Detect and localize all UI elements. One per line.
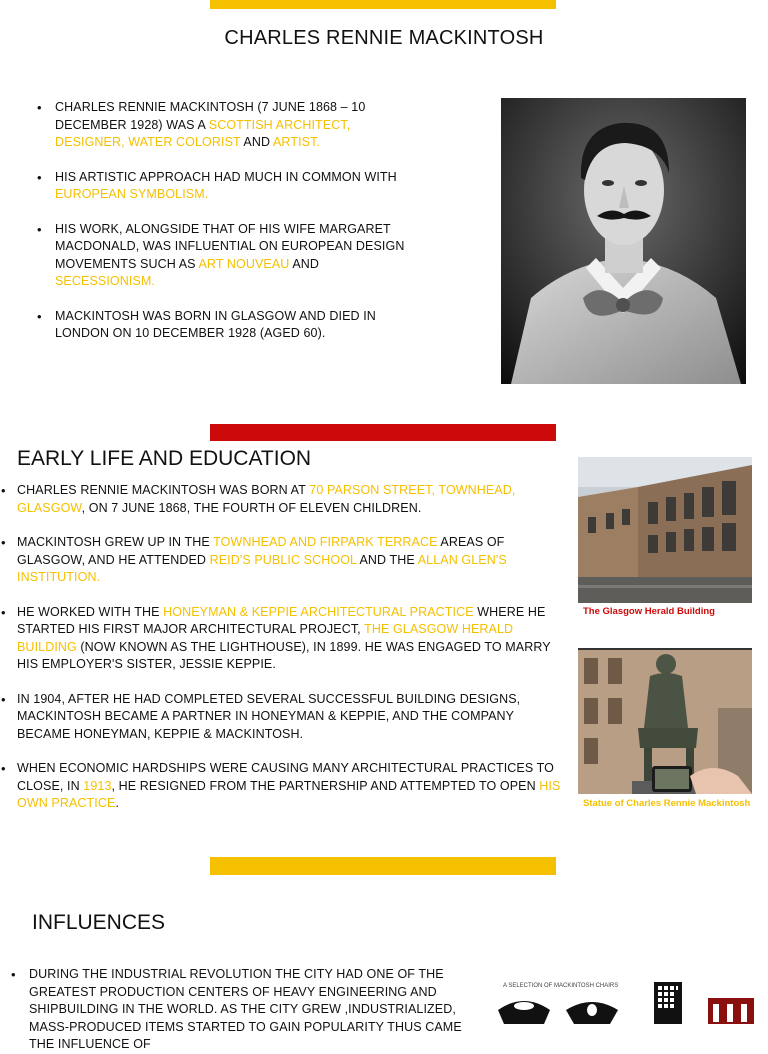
highlighted-text: EUROPEAN SYMBOLISM. [55,187,209,201]
highlighted-text: SECESSIONISM. [55,274,155,288]
bullet-item [29,966,489,1054]
highlighted-text: THE GLASGOW HERALD BUILDING [17,622,514,654]
portrait-photo [501,98,746,384]
bullet-text: CHARLES RENNIE MACKINTOSH (7 JUNE 1868 – 10 DECEMBER 1928) WAS A [55,100,366,132]
early-life-bullet-list [17,482,562,830]
bullet-item [55,308,415,343]
bullet-text: WHEN ECONOMIC HARDSHIPS WERE CAUSING MANY ARCHITECTURAL PRACTICES TO CLOSE, IN [17,761,554,793]
statue-caption: Statue of Charles Rennie Mackintosh [583,798,751,809]
influences-heading: INFLUENCES [32,911,166,934]
page-title: CHARLES RENNIE MACKINTOSH [224,27,544,49]
section-divider-yellow-bar [210,857,556,875]
highlighted-text: HIS OWN PRACTICE [17,778,561,810]
highlighted-text: TOWNHEAD AND FIRPARK TERRACE [213,535,438,549]
bullet-item [17,534,562,587]
bullet-text: AREAS OF GLASGOW, AND HE ATTENDED [17,535,505,567]
bullet-text: HIS ARTISTIC APPROACH HAD MUCH IN COMMON WITH [55,169,397,184]
bullet-text: CHARLES RENNIE MACKINTOSH WAS BORN AT [17,483,310,497]
mackintosh-statue-photo [578,648,752,794]
highlighted-text: HONEYMAN & KEPPIE ARCHITECTURAL PRACTICE [163,604,474,619]
bullet-text: AND [240,135,273,149]
highlighted-text: ALLAN GLEN'S INSTITUTION. [17,552,507,584]
bullet-text: , HE RESIGNED FROM THE PARTNERSHIP AND ATTEMPTED TO OPEN [111,778,540,793]
bullet-text: WHERE HE STARTED HIS FIRST MAJOR ARCHITECTURAL PROJECT, [17,604,546,636]
chairs-caption: A SELECTION OF MACKINTOSH CHAIRS [503,983,619,989]
section-divider-red-bar [210,424,556,441]
bullet-text: HIS WORK, ALONGSIDE THAT OF HIS WIFE MARGARET MACDONALD, WAS INFLUENTIAL ON EUROPEAN DESIGN MOVEMENTS SUCH AS [55,221,405,271]
mackintosh-chairs-illustration [494,980,756,1024]
highlighted-text: REID'S PUBLIC SCHOOL [209,552,357,567]
bullet-item [17,482,562,517]
highlighted-text: ARTIST. [273,135,321,149]
bullet-text: AND THE [356,552,418,567]
bullet-text: , ON 7 JUNE 1868, THE FOURTH OF ELEVEN CHILDREN. [81,500,422,515]
highlighted-text: 70 PARSON STREET, TOWNHEAD, GLASGOW [17,483,516,515]
glasgow-herald-caption: The Glasgow Herald Building [583,606,715,617]
early-life-heading: EARLY LIFE AND EDUCATION [17,447,312,470]
highlighted-text: 1913 [83,778,112,793]
intro-bullet-list [55,99,415,360]
bullet-item [17,691,562,744]
bullet-text: HE WORKED WITH THE [17,604,164,619]
bullet-item [17,604,562,674]
bullet-item [55,221,415,291]
bullet-text: DURING THE INDUSTRIAL REVOLUTION THE CITY HAD ONE OF THE GREATEST PRODUCTION CENTERS OF HEAVY ENGINEERING AND SHIPBUILDING IN THE WORLD. AS THE CITY GREW ,INDUSTRIALIZED, MASS-PRODUCED ITEMS STARTED TO GAIN POPULARITY THUS CAME THE INFLUENCE OF [29,967,462,1051]
bullet-item [55,99,415,152]
highlighted-text: ART NOUVEAU [198,256,290,271]
bullet-item [55,169,415,204]
bullet-text: MACKINTOSH WAS BORN IN GLASGOW AND DIED IN LONDON ON 10 DECEMBER 1928 (AGED 60). [55,308,376,340]
influences-bullet-list [29,966,489,1054]
glasgow-herald-building-photo [578,457,752,603]
bullet-text: (NOW KNOWN AS THE LIGHTHOUSE), IN 1899. HE WAS ENGAGED TO MARRY HIS EMPLOYER'S SISTER, JESSIE KEPPIE. [17,639,551,671]
top-accent-bar [210,0,556,9]
bullet-text: IN 1904, AFTER HE HAD COMPLETED SEVERAL SUCCESSFUL BUILDING DESIGNS, MACKINTOSH BECAME A PARTNER IN HONEYMAN & KEPPIE, AND THE COMPANY BECAME HONEYMAN, KEPPIE & MACKINTOSH. [17,691,521,741]
bullet-text: . [115,796,120,810]
bullet-text: AND [289,256,320,271]
bullet-text: MACKINTOSH GREW UP IN THE [17,535,214,549]
bullet-item [17,760,562,813]
highlighted-text: SCOTTISH ARCHITECT, DESIGNER, WATER COLORIST [55,117,351,149]
